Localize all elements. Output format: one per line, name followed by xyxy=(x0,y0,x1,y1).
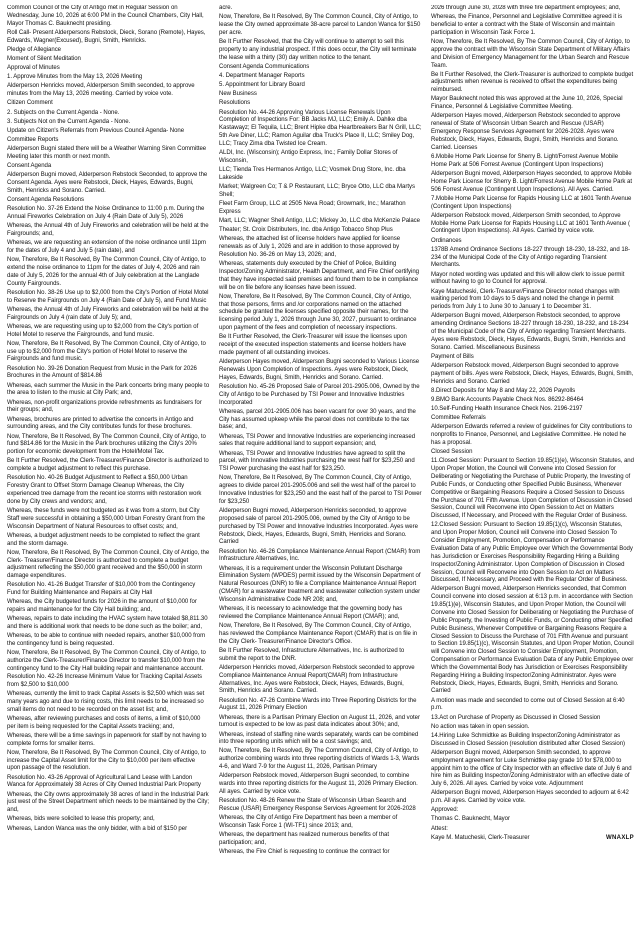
paragraph: Alderperson Bugni moved, Alderperson Henricks seconded, to approve proposed sale of parcel 201-2905.006, owned by the City of Antigo to be purchased by TSI Power and Innovative Industries Incorporated. Ayes were Rebstock, Dieck, Hayes, Edwards, Bugni, Smith, Henricks and Sorano. Carried xyxy=(219,508,418,546)
paragraph: Whereas, the City of Antigo Fire Department has been a member of Wisconsin Task Force 1 (WI-TF1) since 2013; and, xyxy=(219,815,398,829)
paragraph: Alderperson Bugni stated there will be a Weather Warning Siren Committee Meeting later this month or next month. xyxy=(7,146,207,160)
paragraph: Whereas, non-profit organizations provide refreshments as fundraisers for their groups; and, xyxy=(7,399,202,414)
paragraph: Mart, LLC; Wagner Shell Antigo, LLC; Mickey Jo, LLC dba McKenzie Palace xyxy=(219,217,420,224)
paragraph: Now, Therefore, Be It Resolved, By The Common Council, City of Antigo, to authorize the Clerk-Treasurer/Finance Director to transfer $10,000 from the contingency fund to the City Hall building repair and maintenance account. Resolution No. 42-26 Increase Minimum Value for Tracking Capital Assets from $2,500 to $10,000 xyxy=(7,650,206,688)
paragraph: Whereas, to be able to continue with needed repairs, another $10,000 from the contingency fund is being requested. xyxy=(7,633,206,648)
paragraph: Resolution No. 40-26 Budget Adjustment to Reflect a $50,000 Urban Forestry Grant to Offset Storm Damage Cleanup Whereas, the City experienced tree damage from the recent ice storms with restoration work done by City crews and vendors; and, xyxy=(7,475,202,505)
paragraph: Whereas, the City budgeted funds for 2026 in the amount of $10,000 for repairs and maintenance for the City Hall building; and, xyxy=(7,599,197,614)
paragraph: Update on Citizen's Referrals from Previous Council Agenda- None xyxy=(7,127,185,134)
paragraph: 8.Direct Deposits for May 8 and May 22, 2026 Payrolls xyxy=(431,387,576,394)
paragraph: Whereas, there will be a time savings in paperwork for staff by not having to complete forms for smaller items. xyxy=(7,732,207,747)
paragraph: Payment of Bills xyxy=(431,353,474,360)
signature-row xyxy=(431,835,634,843)
paragraph: Mayor noted wording was updated and this will allow clerk to issue permit without having to go to Council for approval. xyxy=(431,271,625,286)
paragraph: New Business xyxy=(219,91,257,98)
paragraph: Alderperson Rebstock moved, Alderperson Bugni seconded to approve payment of bills. Ayes were Rebstock, Dieck, Hayes, Edwards, Bugni, Smith, Henricks and Sorano. Carried xyxy=(431,363,634,385)
paragraph: Committee Reports xyxy=(7,136,59,143)
paragraph: Consent Agenda Communications xyxy=(219,63,310,70)
paragraph: Resolution No. 47-26 Combine Wards into Three Reporting Districts for the August 11, 2026 Primary Election xyxy=(219,697,417,712)
paragraph: Be It Further Resolved, the Clerk-Treasurer is authorized to complete budget adjustments when revenue is received to offset the expenditures being reimbursed. xyxy=(431,71,634,94)
paragraph: Whereas, the Annual 4th of July Fireworks and celebration will be held at the Fairgrounds on July 4 (rain date of July 5); and, xyxy=(7,306,209,321)
paragraph: Alderperson Bugni moved, Alderperson Hayes seconded, to approve Mobile Home Park License for Sherry B. Light/Forrest Avenue Mobile Home Park at 506 Forrest Avenue (Contingent Upon Inspections). All Ayes. Carried. xyxy=(431,170,633,193)
paragraph: A motion was made and seconded to come out of Closed Session at 6:40 p.m. xyxy=(431,697,625,712)
paragraph: Pledge of Allegiance xyxy=(7,46,61,53)
column-2 xyxy=(219,5,422,946)
paragraph: 11.Closed Session: Pursuant to Section 19.85(1)(e), Wisconsin Statutes, and Upon Proper Motion, the Council will Convene into Closed Session for Deliberating or Negotiating the Purchase of Public Property, the Investing of Public Funds, or Conducting other Specified Public Business, Whenever Competitive or Bargaining Reasons Require a Closed Session to Discuss the Purchase of 701 Fifth Avenue. Upon Completion of Discussion in Closed Session, Council will Reconvene into Open Session to Act on Matters Discussed, If Necessary, and Proceed with the Regular Order of Business. xyxy=(431,458,634,520)
paragraph: Moment of Silent Meditation xyxy=(7,55,81,62)
paragraph: Whereas, we are requesting an extension of the noise ordinance until 11pm for the dates of July 4 and July 5 (rain date), and xyxy=(7,240,206,254)
paragraph: Closed Session xyxy=(431,449,473,456)
paragraph: Be It Further Resolved, that the City will continue to attempt to sell this property to any industrial prospect. If this does occur, the City will terminate the lease with a thirty (30) day written notice to the tenant. xyxy=(219,38,417,61)
paragraph: Whereas, each summer the Music in the Park concerts bring many people to the area to listen to the music at City Park; and, xyxy=(7,382,210,397)
paragraph: Whereas, Landon Wanca was the only bidder, with a bid of $150 per xyxy=(7,825,188,832)
paragraph: Resolution No. 37-26 Extend the Noise Ordinance to 11:00 p.m. During the Annual Fireworks Celebration on July 4 (Rain Date of July 5), 2026 xyxy=(7,206,205,220)
paragraph: Now, Therefore, Be It Resolved, By The Common Council, City of Antigo, to authorize combining wards into three reporting districts of Wards 1-3, Wards 4-6, and Ward 7-9 for the August 11, 2026, Partisan Primary xyxy=(219,748,420,771)
paragraph: Thomas C. Bauknecht, Mayor xyxy=(431,816,510,823)
paragraph: 2. Subjects on the Current Agenda - None. xyxy=(7,109,120,116)
paragraph: Approval of Minutes xyxy=(7,65,60,72)
paragraph: Whereas, it is necessary to acknowledge that the governing body has reviewed the Compliance Maintenance Annual Report (CMAR); and, xyxy=(219,606,403,620)
paragraph: Now, Therefore, Be It Resolved, By The Common Council, City of Antigo, to approve the contract with the Wisconsin State Department of Military Affairs and Division of Emergency Management for the Urban Search and Rescue Team. xyxy=(431,38,630,69)
paragraph: Whereas, it is a requirement under the Wisconsin Pollutant Discharge Elimination System (WPDES) permit issued by the Wisconsin Department of Natural Resources (DNR) to file a Compliance Maintenance Annual Report (CMAR) for a wastewater treatment and wastewater collection system under Wisconsin Administrative Code NR 208; and, xyxy=(219,565,421,603)
paragraph: Whereas, the Fire Chief is requesting to continue the contract for xyxy=(219,849,390,856)
paragraph: Alderperson Bugni moved, Alderperson Rebstock Seconded, to approve the Consent Agenda. Ayes were Rebstock, Dieck, Hayes, Edwards, Bugni, Smith, Henricks and Sorano. Carried. xyxy=(7,172,208,194)
paragraph: Now, Therefore, Be It Resolved, By The Common Council, City of Antigo, to extend the noise ordinance to 11pm for the dates of July 4, 2026 and rain date of July 5, 2026 for the annual 4th of July celebration at the Langlade County Fairgrounds. xyxy=(7,257,206,287)
paragraph: Consent Agenda Resolutions xyxy=(7,197,84,204)
paragraph: Now, Therefore, Be It Resolved, By The Common Council, City of Antigo, agrees to divide parcel 201-2905.006 and sell the west half of the parcel to Innovative Industries for $23,250 and the east half of the parcel to TSI Power for $23,250 xyxy=(219,475,422,505)
paragraph: Roll Call- Present Alderpersons Rebstock, Dieck, Sorano (Remote), Hayes, Edwards, Wagner(Excused), Bugni, Smith, Henricks. xyxy=(7,29,206,44)
column-1 xyxy=(7,5,210,946)
paragraph: Whereas, TSI Power and Innovative Industries have agreed to split the parcel, with Innovative Industries purchasing the west half for $23,250 and TSI Power purchasing the east half for $23,250. xyxy=(219,450,415,473)
paragraph: LLC; Tienda Tres Hermanos Antigo, LLC; Vosmek Drug Store, Inc. dba Lakeside xyxy=(219,167,406,181)
paragraph: Resolution No. 43-26 Approval of Agricultural Land Lease with Landon Wanca for Approximately 38 Acres of City Owned Industrial Park Property xyxy=(7,774,201,789)
paragraph: Whereas, we are requesting using up to $2,000 from the City's portion of Hotel Motel to reserve the Fairgrounds, and fund music. xyxy=(7,323,199,338)
paragraph: Resolution No. 41-26 Budget Transfer of $10,000 from the Contingency Fund for Building Maintenance and Repairs at City Hall xyxy=(7,582,196,597)
paragraph: 1378B Amend Ordinance Sections 18-227 through 18-230, 18-232, and 18-234 of the Municipal Code of the City of Antigo regarding Transient Merchants. xyxy=(431,246,630,269)
paragraph: 7.Mobile Home Park License for Rapids Housing LLC at 1601 Tenth Avenue (Contingent Upon Inspections) xyxy=(431,195,632,210)
paragraph: 14.Hiring Luke Schmidtke as Building Inspector/Zoning Administrator as Discussed in Closed Session (resolution distributed after Closed Session) xyxy=(431,732,626,747)
paragraph: Whereas, the department has realized numerous benefits of that participation; and, xyxy=(219,832,389,846)
paragraph: Resolution No. 44-26 Approving Various License Renewals Upon Completion of Inspections For: BB Jacks MJ, LLC; Emily A. Dahlke dba Kastawayz; El Tequila, LLC; Brent Hipke dba Heartbreakers Bar N Grill, LLC; 5th Ave Diner, LLC; Ramon Aguilar dba Truck's Place II, LLC; Smiley Dog, LLC; Tracy Zima dba Twisted Ice Cream. xyxy=(219,109,422,147)
paragraph: Alderperson Hayes moved, Alderperson Bugni seconded to Various License Renewals Upon Completion of Inspections. Ayes were Rebstock, Dieck, Hayes, Edwards, Bugni, Smith, Henricks and Sorano. Carried. xyxy=(219,359,420,381)
paragraph: Alderperson Hayes moved, Alderperson Rebstock seconded to approve renewal of State of Wisconsin Urban Search and Rescue (USAR) Emergency Response Services Agreement for 2026-2028. Ayes were Rebstock, Dieck, Hayes, Edwards, Bugni, Smith, Henricks and Sorano. Carried. Licenses xyxy=(431,113,621,151)
paragraph: 6.Mobile Home Park License for Sherry B. Light/Forrest Avenue Mobile Home Park at 506 Forrest Avenue (Contingent Upon Inspections) xyxy=(431,153,619,168)
paragraph: Now, Therefore, Be It Resolved, By The Common Council, City of Antigo, to lease the City owned approximate 38-acre parcel to Landon Wanca for $150 per acre. xyxy=(219,14,421,36)
paragraph: Now, Therefore, Be It Resolved, By The Common Council, City of Antigo, has reviewed the Compliance Maintenance Report (CMAR) that is on file in the City Clerk- Treasurer/Finance Director's Office. xyxy=(219,623,418,645)
paragraph: Fleet Farm Group, LLC at 2505 Neva Road; Growmark, Inc.; Marathon Express xyxy=(219,200,406,215)
paragraph: Now, Therefore, Be It Resolved, By The Common Council, City of Antigo, to use up to $2,000 from the City's portion of Hotel Motel to reserve the Fairgrounds and fund music. xyxy=(7,340,206,363)
paragraph: Alderperson Bugni moved, Alderperson Hayes seconded to adjourn at 6:42 p.m. All ayes. Carried by voice vote. xyxy=(431,790,629,805)
paragraph: Whereas, the Annual 4th of July Fireworks and celebration will be held at the Fairgrounds; and, xyxy=(7,223,209,237)
paragraph: 4. Department Manager Reports xyxy=(219,72,305,79)
paragraph: Be It Further Resolved, the Clerk-Treasurer/Finance Director is authorized to complete a budget adjustment to reflect this purchase. xyxy=(7,458,209,473)
paragraph: Resolution No. 45-26 Proposed Sale of Parcel 201-2905.006, Owned by the City of Antigo to be Purchased by TSI Power and Innovative Industries Incorporated xyxy=(219,383,420,406)
paragraph: Whereas, instead of staffing nine wards separately, wards can be combined into three reporting units which will be a cost savings; and, xyxy=(219,731,419,746)
paragraph: Market; Walgreen Co; T & P Restaurant, LLC; Bryce Otto, LLC dba Martys Shell; xyxy=(219,183,415,198)
paragraph: Whereas, after reviewing purchases and costs of items, a limit of $10,000 per item is being requested for the Capital Assets tracking; and, xyxy=(7,715,201,730)
paragraph: 10.Self-Funding Health Insurance Check Nos. 2196-2197 xyxy=(431,406,583,413)
paragraph: Committee Referrals xyxy=(431,415,486,422)
paragraph: 1. Approve Minutes from the May 13, 2026 Meeting xyxy=(7,74,143,81)
paragraph: Whereas, there is a Partisan Primary Election on August 11, 2026, and voter turnout is expected to be low as past data indicates about 30%; and, xyxy=(219,714,420,729)
paragraph: Now, Therefore, Be It Resolved, By The Common Council, City of Antigo, to increase the Capital Asset limit for the City to $10,000 per item effective upon passage of the resolution. xyxy=(7,749,206,772)
paragraph: Resolution No. 38-26 Use up to $2,000 from the City's Portion of Hotel Motel to Reserve the Fairgrounds on July 4 (Rain Date of July 5), and Fund Music xyxy=(7,289,209,304)
paragraph: Whereas, the City owns approximately 38 acres of land in the Industrial Park just west of the Street Department which needs to be maintained by the City; and, xyxy=(7,791,209,814)
paragraph: Alderperson Bugni moved, Alderperson Rebstock seconded, to approve amending Ordinance Sections 18-227 through 18-230, 18-232, and 18-234 of the Municipal Code of the City of Antigo regarding Transient Merchants. Ayes were Rebstock, Dieck, Hayes, Edwards, Bugni, Smith, Henricks and Sorano. Carried. Miscellaneous Business xyxy=(431,313,629,351)
paragraph: Whereas, a budget adjustment needs to be completed to reflect the grant and the storm damage. xyxy=(7,532,200,547)
paragraph: 2026 through June 30, 2028 with three fire department employees; and, xyxy=(431,5,621,11)
paragraph: Alderperson Rebstock moved, Alderperson Bugni seconded, to combine wards into three reporting districts for the August 11, 2026 Primary Election. All ayes. Carried by voice vote. xyxy=(219,773,418,795)
paragraph: Approved: xyxy=(431,807,459,814)
paragraph: Whereas, the Finance, Personnel and Legislative Committee agreed it is beneficial to enter a contract with the State of Wisconsin and maintain participation in Wisconsin Task Force 1. xyxy=(431,14,623,36)
paragraph: Whereas, TSI Power and Innovative Industries are experiencing increased sales that require additional land to support expansion; and, xyxy=(219,433,416,448)
paragraph: Alderperson Rebstock moved, Alderperson Smith seconded, to Approve Mobile Home Park License for Rapids Housing LLC at 1601 Tenth Avenue ( Contingent Upon Inspections). All Ayes. Carried by voice vote. xyxy=(431,212,630,235)
paragraph: 3. Subjects Not on the Current Agenda - None. xyxy=(7,118,131,125)
paragraph: Ordinances xyxy=(431,237,462,244)
paragraph: Now, Therefore, Be It Resolved, By The Common Council, City of Antigo, the Clerk- Treasurer/Finance Director is authorized to complete a budget adjustment reflecting the $50,000 grant received and the $50,000 in storm damage expenditures. xyxy=(7,549,210,580)
paragraph: 12.Closed Session: Pursuant to Section 19.85(1)(c), Wisconsin Statutes, and Upon Proper Motion, Council will Convene into Closed Session To Consider Employment, Promotion, Compensation or Performance Evaluation Data of any Public Employee over Which the Governmental Body has Jurisdiction or Exercises Responsibility Regarding Hiring a Building Inspector/Zoning Administrator. Upon Completion of Discussion in Closed Session, Council will Reconvene into Open Session to Act on Matters Discussed, If Necessary, and Proceed with the Regular Order of Business. xyxy=(431,522,633,584)
paragraph: Whereas, the attached list of license holders have applied for license renewals as of July 1, 2026 and are in addition to those approved by Resolution No. 36-26 on May 13, 2026; and, xyxy=(219,236,401,258)
paragraph: Alderperson Bugni moved, Alderperson Smith seconded, to approve employment agreement for Luke Schmidtke pay grade 10 for $78,000 to appoint him to the office of City Inspector with an effective date of July 6 and hire him as Building Inspector/Zoning Administrator with an effective date of July 6, 2026. All ayes. Carried by voice vote. Adjournment xyxy=(431,749,632,788)
paragraph: Whereas, currently the limit to track Capital Assets is $2,500 which was set many years ago and due to rising costs, this limit needs to be increased so small items do not need to be recorded on the asset list; and, xyxy=(7,690,205,713)
paragraph: No action was taken in open session. xyxy=(431,723,530,730)
paragraph: Now, Therefore, Be It Resolved, By The Common Council, City of Antigo, to fund $814.86 for the Music in the Park brochures utilizing the City's 20% portion for economic development from the Hotel/Motel Tax. xyxy=(7,433,206,456)
paragraph: Common Council of the City of Antigo met in Regular Session on Wednesday, June 10, 2026 at 6:00 PM in the Council Chambers, City Hall, Mayor Thomas C. Bauknecht presiding. xyxy=(7,5,204,27)
paragraph: Whereas, parcel 201-2905.006 has been vacant for over 30 years, and the City has assumed upkeep while the parcel does not contribute to the tax base; and, xyxy=(219,408,416,431)
paragraph: Kaye Matucheski, Clerk-Treasurer/Finance Director noted changes with waiting period from 10 days to 5 days and noted the change in permit periods from July 1 to June 30 to January 1 to December 31. xyxy=(431,288,620,311)
paragraph: Alderperson Henricks moved, Alderperson Smith seconded, to approve minutes from the May 13, 2026 meeting. Carried by voice vote. xyxy=(7,83,195,98)
paragraph: acre. xyxy=(219,5,233,11)
paragraph: Whereas, brochures are printed to advertise the concerts in Antigo and surrounding areas, and the City contributes funds for these brochures. xyxy=(7,416,194,431)
paragraph: 9.BMO Bank Accounts Payable Check Nos. 86292-86464 xyxy=(431,397,584,403)
paragraph: Alderperson Edwards referred a review of guidelines for City contributions to nonprofits to Finance, Personnel, and Legislative Committee. He noted he has a proposal. xyxy=(431,424,632,447)
paragraph: Resolution No. 46-26 Compliance Maintenance Annual Report (CMAR) from Infrastructure Alternatives, Inc. xyxy=(219,548,421,563)
paragraph: 5. Appointment for Library Board xyxy=(219,82,305,89)
paragraph: Attest: xyxy=(431,825,448,832)
paragraph: Alderperson Henricks moved, Alderperson Rebstock seconded to approve Compliance Maintenance Annual Report(CMAR) from Infrastructure Alternatives, Inc. Ayes were Rebstock, Dieck, Hayes, Edwards, Bugni, Smith, Henricks and Sorano. Carried. xyxy=(219,664,415,695)
paragraph: Resolution No. 48-26 Renew the State of Wisconsin Urban Search and Rescue (USAR) Emergency Response Services Agreement for 2026-2028 xyxy=(219,798,416,812)
paragraph: Whereas, statements duly executed by the Chief of Police, Building Inspector/Zoning Administrator, Health Department, and Fire Chief certifying that they have inspected said premises and found them to be in compliance will be on file before any licenses have been issued. xyxy=(219,261,419,291)
paragraph: Be It Further Resolved, Infrastructure Alternatives, Inc. is authorized to submit the report to the DNR. xyxy=(219,647,405,662)
paragraph: Be It Further Resolved, the Clerk-Treasurer will issue the licenses upon receipt of the executed inspection statements and license holders have made payment of all outstanding invoices. xyxy=(219,334,407,356)
column-3 xyxy=(431,5,634,946)
paragraph: Whereas, bids were solicited to lease this property; and, xyxy=(7,816,155,823)
clerk-signature-name: Kaye M. Matucheski, Clerk-Treasurer xyxy=(431,834,530,841)
paragraph: 13.Act on Purchase of Property as Discussed in Closed Session xyxy=(431,714,601,721)
paragraph: ALDI, Inc. (Wisconsin); Antigo Express, Inc.; Family Dollar Stores of Wisconsin, xyxy=(219,150,398,164)
paragraph: Mayor Bauknecht noted this was approved at the June 10, 2026, Special Finance, Personnel & Legislative Committee Meeting. xyxy=(431,96,623,111)
paragraph: Now, Therefore, Be It Resolved, By The Common Council, City of Antigo, that those persons, firms and /or corporations named on the attached schedule be granted the licenses specified opposite their names, for the licensing period July 1, 2026 through June 30, 2027, pursuant to ordinance upon payment of the fees and completion of necessary inspections. xyxy=(219,293,417,332)
paragraph: Whereas, repairs to date including the HVAC system have totaled $8,811.30 and there is additional work that needs to be done such as the boiler; and, xyxy=(7,616,208,631)
paragraph: Resolutions xyxy=(219,100,251,107)
paragraph: Consent Agenda xyxy=(7,163,52,170)
paragraph: Resolution No. 39-26 Donation Request from Music in the Park for 2026 Brochures in the Amount of $814.86 xyxy=(7,365,197,380)
paragraph: Alderperson Bugni moved, Alderperson Henricks seconded, that Common Council convene into closed session at 6:13 p.m. in accordance with Section 19.85(1)(e), Wisconsin Statutes, and Upon Proper Motion, the Council will Convene into Closed Session for Deliberating or Negotiating the Purchase of Public Property, the Investing of Public Funds, or Conducting other Specified Public Business, Whenever Competitive or Bargaining Reasons Require a Closed Session to Discuss the Purchase of 701 Fifth Avenue and pursuant to Section 19.85(1)(c), Wisconsin Statutes, and Upon Proper Motion, Council will Convene into Closed Session to Consider Employment, Promotion, Compensation or Performance Evaluation Data of any Public Employee over Which the Governmental Body has Jurisdiction or Exercises Responsibility Regarding Hiring a Building Inspector/Zoning Administrator. Ayes were Rebstock, Dieck, Hayes, Edwards, Bugni, Smith, Henricks and Sorano. Carried xyxy=(431,586,634,695)
paragraph: Whereas, these funds were not budgeted as it was from a storm, but City Staff were successful in obtaining a $50,000 Urban Forestry Grant from the Wisconsin Department of Natural Resources to offset costs; and, xyxy=(7,507,205,530)
paragraph: Citizen Comment xyxy=(7,100,53,107)
paragraph: Theater; St. Croix Distributers, Inc. dba Antigo Tobacco Shop Plus xyxy=(219,227,393,234)
publication-code: WNAXLP xyxy=(605,834,634,841)
